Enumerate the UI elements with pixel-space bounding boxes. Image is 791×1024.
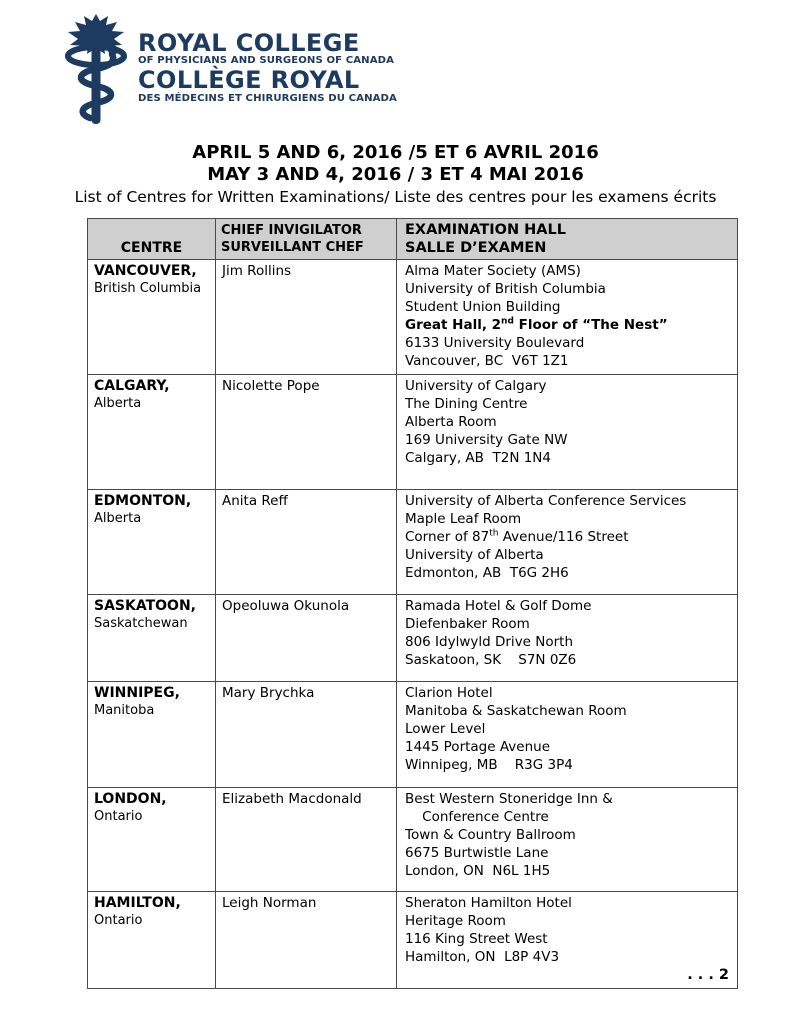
logo-title-en: ROYAL COLLEGE	[138, 29, 360, 57]
centres-table	[87, 218, 738, 989]
col-header-examination-hall-en: EXAMINATION HALL	[405, 222, 566, 238]
hall-address-line: Edmonton, AB T6G 2H6	[405, 565, 569, 581]
maple-leaf-rod-of-asclepius-icon	[60, 14, 132, 128]
document-heading	[0, 142, 791, 208]
hall-address-line: Winnipeg, MB R3G 3P4	[405, 757, 573, 773]
table-row	[88, 682, 738, 788]
hall-address-line: 6133 University Boulevard	[405, 335, 585, 351]
centre-region: Manitoba	[94, 703, 155, 718]
col-header-chief-invigilator-en: CHIEF INVIGILATOR	[221, 223, 362, 238]
logo-subtitle-en: OF PHYSICIANS AND SURGEONS OF CANADA	[138, 55, 395, 67]
invigilator-cell: Elizabeth Macdonald	[216, 788, 397, 892]
hall-address-line: Heritage Room	[405, 913, 506, 929]
invigilator-cell: Jim Rollins	[216, 260, 397, 375]
hall-address-line: Sheraton Hamilton Hotel	[405, 895, 572, 911]
invigilator-cell: Mary Brychka	[216, 682, 397, 788]
invigilator-cell: Anita Reff	[216, 490, 397, 595]
col-header-chief-invigilator-fr: SURVEILLANT CHEF	[221, 240, 364, 255]
exam-dates-line-2: MAY 3 AND 4, 2016 / 3 ET 4 MAI 2016	[207, 164, 584, 185]
centre-region: Alberta	[94, 396, 142, 411]
centre-cell	[88, 682, 216, 788]
hall-address-line: Best Western Stoneridge Inn &	[405, 791, 613, 807]
hall-address-line: 169 University Gate NW	[405, 432, 568, 448]
centre-region: Ontario	[94, 809, 143, 824]
hall-address-line: Maple Leaf Room	[405, 511, 522, 527]
invigilator-cell: Nicolette Pope	[216, 375, 397, 490]
centre-cell	[88, 260, 216, 375]
examination-hall-cell	[397, 375, 738, 490]
centre-name: VANCOUVER,	[94, 263, 197, 279]
centre-cell	[88, 595, 216, 682]
centre-cell	[88, 375, 216, 490]
examination-hall-cell	[397, 788, 738, 892]
hall-address-line: University of British Columbia	[405, 281, 606, 297]
col-header-chief-invigilator	[216, 219, 397, 260]
hall-address-line: Clarion Hotel	[405, 685, 493, 701]
hall-address-line: 116 King Street West	[405, 931, 548, 947]
document-subtitle: List of Centres for Written Examinations/ Liste des centres pour les examens écrits	[74, 188, 717, 206]
centre-cell	[88, 892, 216, 989]
hall-address-line: Saskatoon, SK S7N 0Z6	[405, 652, 577, 668]
hall-address-line: 6675 Burtwistle Lane	[405, 845, 549, 861]
invigilator-cell: Opeoluwa Okunola	[216, 595, 397, 682]
centre-region: British Columbia	[94, 281, 202, 296]
hall-address-line: University of Alberta Conference Services	[405, 493, 687, 509]
centre-cell	[88, 490, 216, 595]
hall-address-line: University of Alberta	[405, 547, 544, 563]
hall-address-line: 806 Idylwyld Drive North	[405, 634, 574, 650]
page-continuation-mark: . . . 2	[687, 967, 729, 983]
centre-cell	[88, 788, 216, 892]
centre-name: LONDON,	[94, 791, 167, 807]
hall-address-line: Great Hall, 2nd Floor of “The Nest”	[405, 316, 668, 333]
hall-address-line: The Dining Centre	[405, 396, 528, 412]
hall-address-line: Town & Country Ballroom	[405, 827, 576, 843]
col-header-examination-hall-fr: SALLE D’EXAMEN	[405, 240, 547, 256]
hall-address-line: University of Calgary	[405, 378, 547, 394]
examination-hall-cell	[397, 892, 738, 989]
centres-table-body	[88, 260, 738, 989]
hall-address-line: Ramada Hotel & Golf Dome	[405, 598, 592, 614]
hall-address-line: Hamilton, ON L8P 4V3	[405, 949, 560, 965]
hall-address-line: Conference Centre	[405, 809, 549, 825]
centre-name: EDMONTON,	[94, 493, 192, 509]
logo-subtitle-fr: DES MÉDECINS ET CHIRURGIENS DU CANADA	[138, 92, 397, 104]
centre-region: Ontario	[94, 913, 143, 928]
centre-name: CALGARY,	[94, 378, 170, 394]
hall-address-line: Calgary, AB T2N 1N4	[405, 450, 551, 466]
centre-name: HAMILTON,	[94, 895, 181, 911]
hall-address-line: London, ON N6L 1H5	[405, 863, 551, 879]
hall-address-line: Vancouver, BC V6T 1Z1	[405, 353, 569, 369]
hall-address-line: Lower Level	[405, 721, 486, 737]
examination-hall-cell	[397, 682, 738, 788]
centre-name: WINNIPEG,	[94, 685, 180, 701]
exam-dates-line-1: APRIL 5 AND 6, 2016 /5 ET 6 AVRIL 2016	[192, 142, 599, 163]
hall-address-line: Diefenbaker Room	[405, 616, 530, 632]
table-row	[88, 260, 738, 375]
hall-address-line: 1445 Portage Avenue	[405, 739, 551, 755]
table-row	[88, 788, 738, 892]
examination-hall-cell	[397, 260, 738, 375]
centre-region: Alberta	[94, 511, 142, 526]
hall-address-line: Alberta Room	[405, 414, 497, 430]
table-row	[88, 595, 738, 682]
examination-hall-cell	[397, 595, 738, 682]
hall-address-line: Alma Mater Society (AMS)	[405, 263, 581, 279]
royal-college-logo	[0, 0, 791, 128]
table-row	[88, 892, 738, 989]
examination-hall-cell	[397, 490, 738, 595]
col-header-centre: CENTRE	[88, 219, 216, 260]
invigilator-cell: Leigh Norman	[216, 892, 397, 989]
table-row	[88, 375, 738, 490]
centre-region: Saskatchewan	[94, 616, 188, 631]
hall-address-line: Manitoba & Saskatchewan Room	[405, 703, 627, 719]
hall-address-line: Corner of 87th Avenue/116 Street	[405, 528, 629, 545]
hall-address-line: Student Union Building	[405, 299, 561, 315]
logo-text	[138, 31, 397, 105]
table-row	[88, 490, 738, 595]
col-header-examination-hall	[397, 219, 738, 260]
centre-name: SASKATOON,	[94, 598, 196, 614]
table-header-row	[88, 219, 738, 260]
logo-title-fr: COLLÈGE ROYAL	[138, 66, 360, 95]
